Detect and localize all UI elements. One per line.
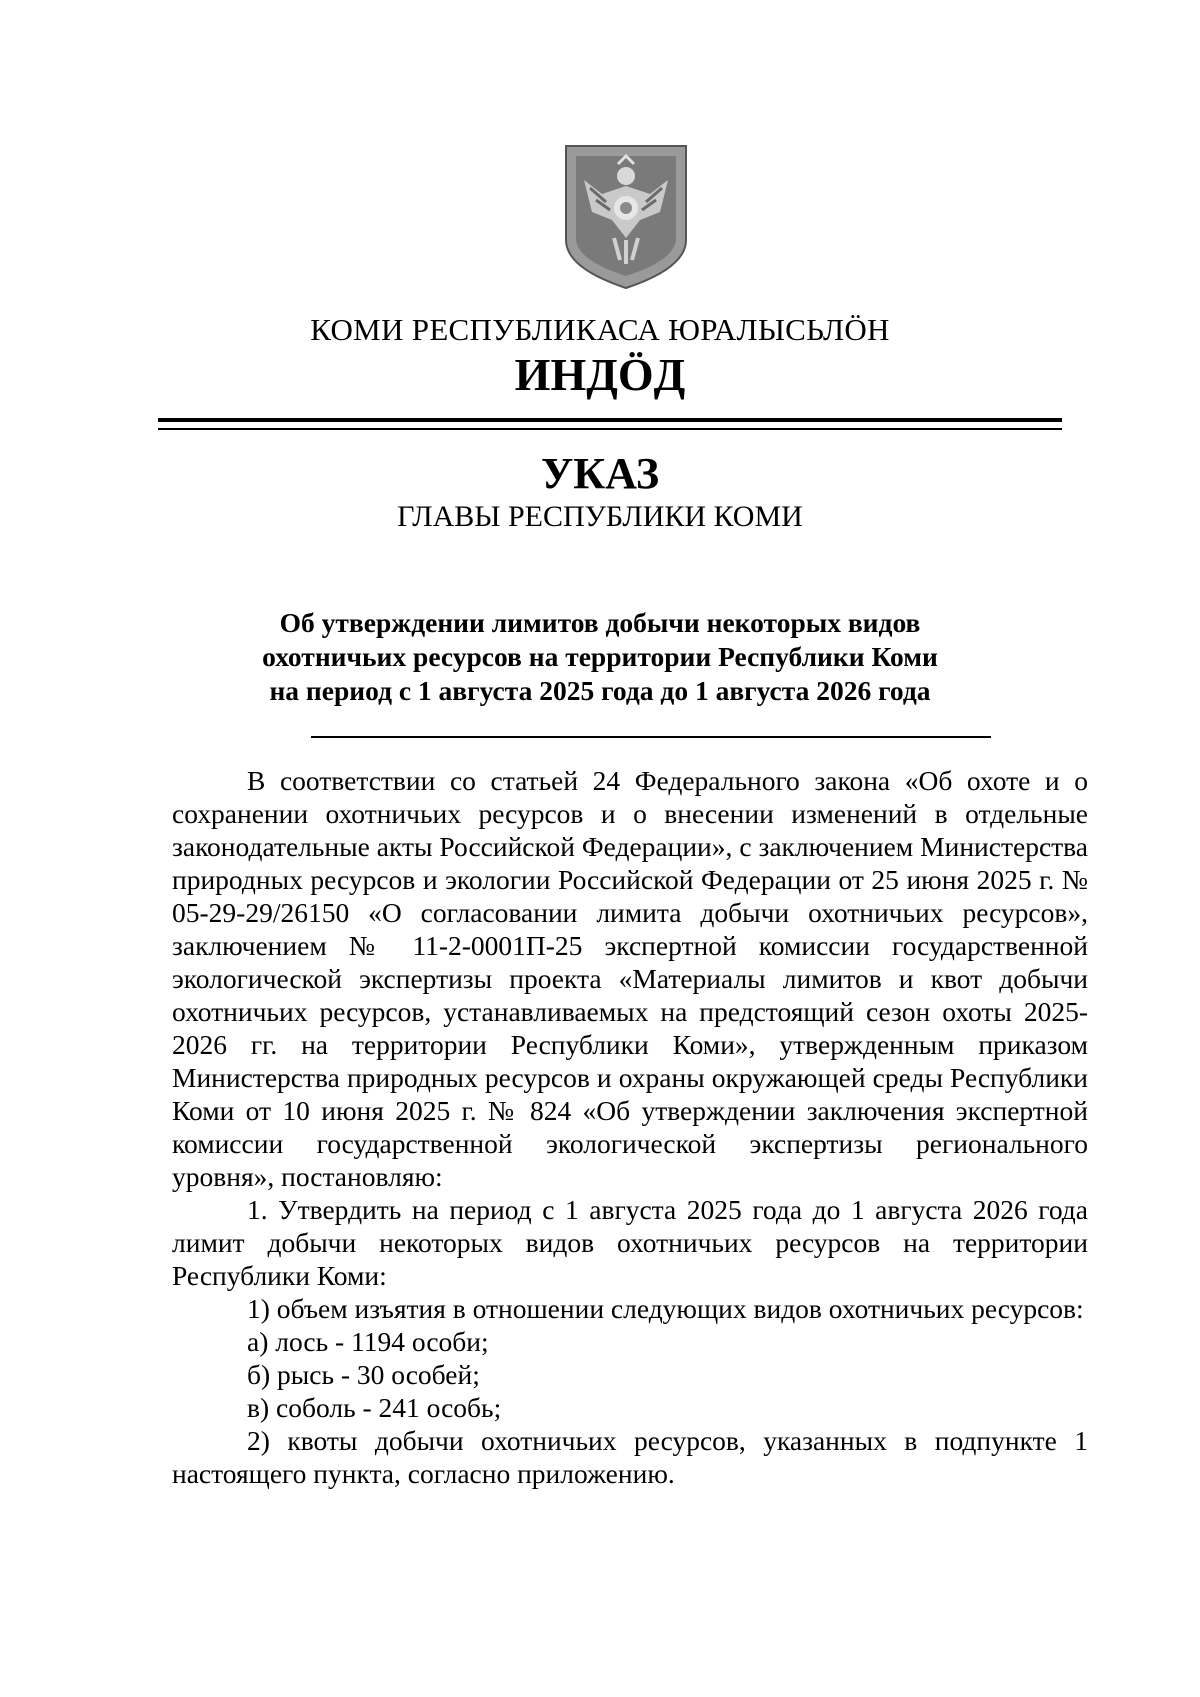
- list-item-moose: а) лось - 1194 особи;: [247, 1326, 489, 1357]
- heading-line: Об утверждении лимитов добычи некоторых видов: [279, 607, 921, 638]
- document-heading: [200, 606, 1000, 708]
- header-komi-line: КОМИ РЕСПУБЛИКАСА ЮРАЛЫСЬЛÖН: [310, 312, 890, 347]
- decree-subtitle: ГЛАВЫ РЕСПУБЛИКИ КОМИ: [397, 500, 803, 533]
- header-divider-thin: [158, 428, 1062, 430]
- clause-1-paragraph: 1. Утвердить на период с 1 августа 2025 года до 1 августа 2026 года лимит добычи некоторых видов охотничьих ресурсов на территории Республики Коми:: [172, 1194, 1088, 1291]
- list-item-lynx: б) рысь - 30 особей;: [247, 1359, 480, 1390]
- header-indod: ИНДÖД: [514, 349, 686, 400]
- heading-underline: [311, 736, 991, 738]
- document-body: [172, 764, 1088, 1490]
- heading-line: охотничьих ресурсов на территории Республики Коми: [262, 641, 938, 672]
- header-divider-thick: [158, 418, 1062, 422]
- list-item-sable: в) соболь - 241 особь;: [247, 1392, 502, 1423]
- heading-line: на период с 1 августа 2025 года до 1 августа 2026 года: [269, 675, 931, 706]
- decree-title: УКАЗ: [540, 449, 660, 498]
- subclause-1-paragraph: 1) объем изъятия в отношении следующих видов охотничьих ресурсов:: [247, 1293, 1084, 1324]
- subclause-2-paragraph: 2) квоты добычи охотничьих ресурсов, указанных в подпункте 1 настоящего пункта, согласно приложению.: [172, 1425, 1088, 1489]
- coat-of-arms-emblem: [562, 142, 690, 290]
- preamble-paragraph: В соответствии со статьей 24 Федерального закона «Об охоте и о сохранении охотничьих ресурсов и о внесении изменений в отдельные законодательные акты Российской Федерации», с заключением Министерства природных ресурсов и экологии Российской Федерации от 25 июня 2025 г. № 05-29-29/26150 «О согласовании лимита добычи охотничьих ресурсов», заключением № 11-2-0001П-25 экспертной комиссии государственной экологической экспертизы проекта «Материалы лимитов и квот добычи охотничьих ресурсов, устанавливаемых на предстоящий сезон охоты 2025-2026 гг. на территории Республики Коми», утвержденным приказом Министерства природных ресурсов и охраны окружающей среды Республики Коми от 10 июня 2025 г. № 824 «Об утверждении заключения экспертной комиссии государственной экологической экспертизы регионального уровня», постановляю:: [172, 765, 1088, 1192]
